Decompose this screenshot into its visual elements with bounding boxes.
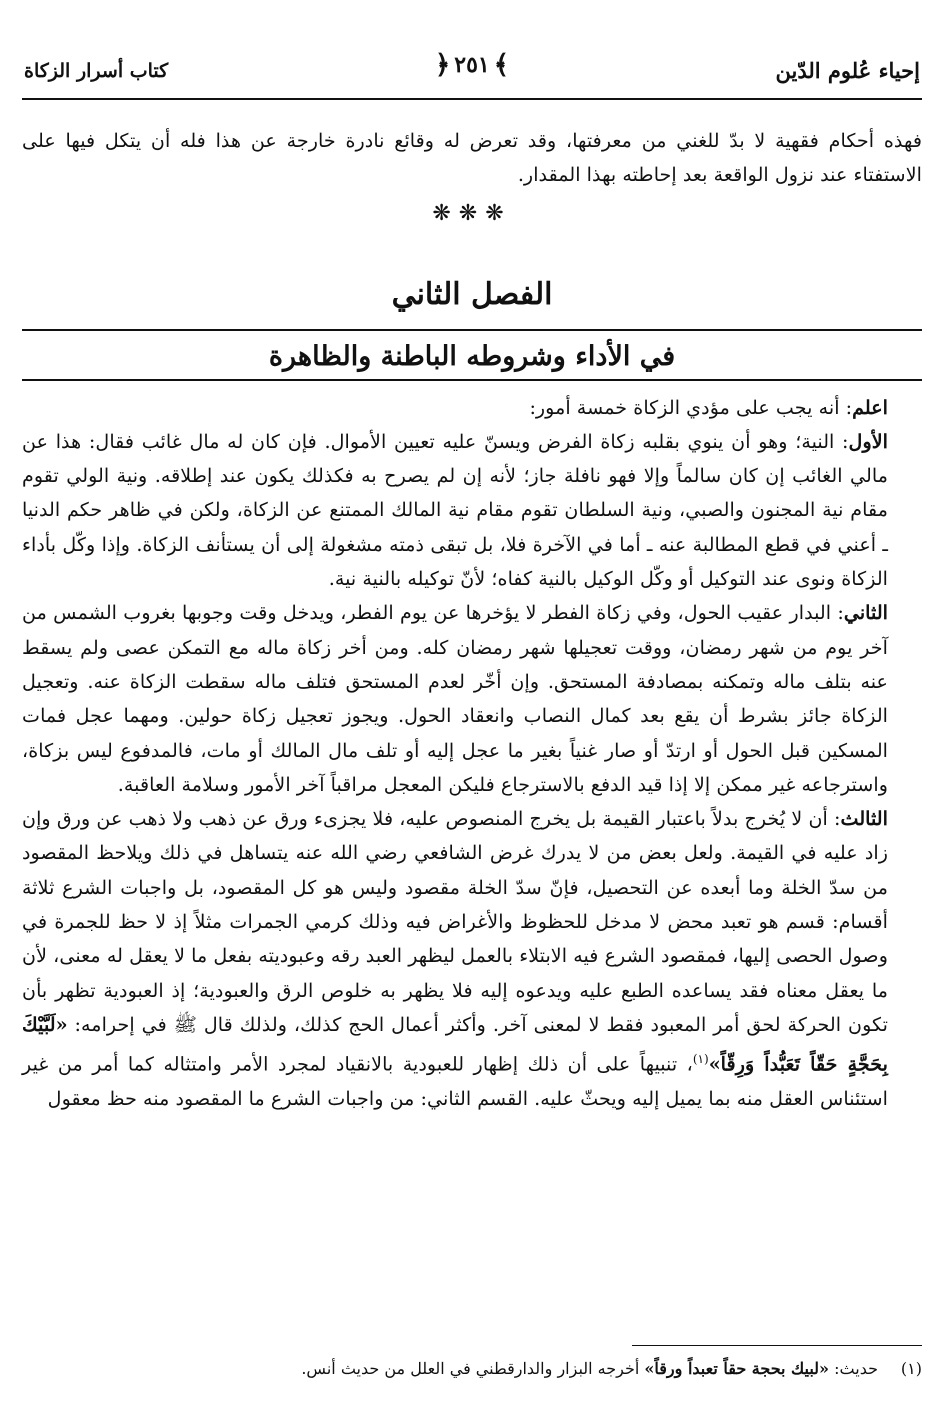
book-page	[22, 50, 922, 1390]
page-number-value: ٢٥١	[454, 52, 490, 78]
book-title: إحياء عُلوم الدّين	[775, 58, 920, 83]
footnote-quote: «لبيك بحجة حقاً تعبداً ورقاً»	[644, 1359, 830, 1378]
paragraph-lead: الثاني	[843, 601, 888, 625]
paragraph-text: : النية؛ وهو أن ينوي بقلبه زكاة الفرض ويسنّ عليه تعيين الأموال. فإن كان له مال غائب فقال: هذا عن مالي الغائب إن كان سالماً وإلا فهو نافلة جاز؛ لأنه إن لم يصرح به فكذلك يكون عند إطلاقه. ونية الولي تقوم مقام نية المجنون والصبي، ونية السلطان تقوم مقام نية المالك الممتنع عن الزكاة، ولكن في ظاهر حكم الدنيا ـ أعني في قطع المطالبة عنه ـ أما في الآخرة فلا، بل تبقى ذمته مشغولة إلى أن يستأنف الزكاة. وإذا وكّل بأداء الزكاة ونوى عند التوكيل أو وكّل الوكيل بالنية كفاه؛ لأنّ توكيله بالنية نية.	[22, 429, 888, 591]
paragraph-lead: اعلم	[852, 395, 888, 419]
page-number	[435, 52, 509, 78]
running-section-title: كتاب أسرار الزكاة	[24, 60, 169, 82]
paragraph-intro-obligations	[22, 391, 922, 425]
paragraph-lead: الثالث	[840, 807, 888, 831]
divider-bottom	[22, 379, 922, 381]
hadith-quote: «لَبَّيْكَ بِحَجَّةٍ حَقّاً تَعَبُّداً وَرِقّاً»	[22, 1012, 888, 1076]
paragraph-text: : البدار عقيب الحول، وفي زكاة الفطر لا يؤخرها عن يوم الفطر، ويدخل وقت وجوبها بغروب الشمس من آخر يوم من شهر رمضان، ووقت تعجيلها شهر رمضان كله. ومن أخر زكاة ماله مع التمكن عصى ولم يسقط عنه بتلف ماله وتمكنه بمصادفة المستحق. وإن أخّر لعدم المستحق فتلف ماله سقطت الزكاة عنه. وتعجيل الزكاة جائز بشرط أن يقع بعد كمال النصاب وانعقاد الحول. ويجوز تعجيل زكاة حولين. ومهما عجل فمات المسكين قبل الحول أو ارتدّ أو صار غنياً بغير ما عجل إليه أو تلف مال المالك أو مات، فالمدفوع ليس بزكاة، واسترجاعه غير ممكن إلا إذا قيد الدفع بالاسترجاع فليكن المعجل مراقباً آخر الأمور وسلامة العاقبة.	[22, 601, 888, 796]
paragraph-text: : أن لا يُخرج بدلاً باعتبار القيمة بل يخرج المنصوص عليه، فلا يجزىء ورق عن ذهب ولا ذهب عن ورق وإن زاد عليه في القيمة. ولعل بعض من لا يدرك غرض الشافعي رضي الله عنه يتساهل في ذلك ويلاحظ المقصود من سدّ الخلة وما أبعده عن التحصيل، فإنّ سدّ الخلة مقصود وليس هو كل المقصود، بل واجبات الشرع ثلاثة أقسام: قسم هو تعبد محض لا مدخل للحظوظ والأغراض فيه وذلك كرمي الجمرات مثلاً إذ لا حظ للجمرة في وصول الحصى إليها، فمقصود الشرع فيه الابتلاء بالعمل ليظهر العبد رقه وعبوديته بفعل ما لا يعقل له معنى، لأن ما يعقل معناه فقد يساعده الطبع عليه ويدعوه إليه فلا يظهر به خلوص الرق والعبودية؛ إذ العبودية تظهر بأن تكون الحركة لحق أمر المعبود فقط لا لمعنى آخر. وأكثر أعمال الحج كذلك، ولذلك قال ﷺ في إحرامه:	[22, 807, 888, 1036]
chapter-subtitle: في الأداء وشروطه الباطنة والظاهرة	[268, 340, 676, 372]
divider-top	[22, 329, 922, 331]
running-header	[22, 50, 922, 100]
footnote-text: أخرجه البزار والدارقطني في العلل من حديث أنس.	[301, 1359, 645, 1378]
ornament-right-icon: ﴾	[493, 50, 509, 80]
footnote	[22, 1356, 922, 1382]
paragraph-text-continued: ، تنبيهاً على أن ذلك إظهار للعبودية بالانقياد لمجرد الأمر وامتثاله كما أمر من غير استئناس العقل منه بما يميل إليه ويحثّ عليه. القسم الثاني: من واجبات الشرع ما المقصود منه حظ معقول	[22, 1052, 888, 1110]
ornament-left-icon: ﴿	[435, 50, 451, 80]
footnote-reference: (١)	[692, 1052, 709, 1067]
paragraph-third	[22, 802, 922, 1116]
footnote-number: (١)	[900, 1359, 922, 1378]
paragraph-lead: الأول	[848, 429, 888, 453]
separator-stars: ❋❋❋	[432, 200, 512, 226]
paragraph-first	[22, 425, 922, 596]
footnote-prefix: حديث:	[829, 1359, 878, 1378]
intro-paragraph: فهذه أحكام فقهية لا بدّ للغني من معرفتها، وقد تعرض له وقائع نادرة خارجة عن هذا فله أن يتكل فيها على الاستفتاء عند نزول الواقعة بعد إحاطته بهذا المقدار.	[22, 129, 922, 187]
footnote-divider	[632, 1345, 922, 1346]
paragraph-text: : أنه يجب على مؤدي الزكاة خمسة أمور:	[529, 395, 853, 419]
paragraph-second	[22, 596, 922, 802]
chapter-title: الفصل الثاني	[391, 276, 553, 312]
